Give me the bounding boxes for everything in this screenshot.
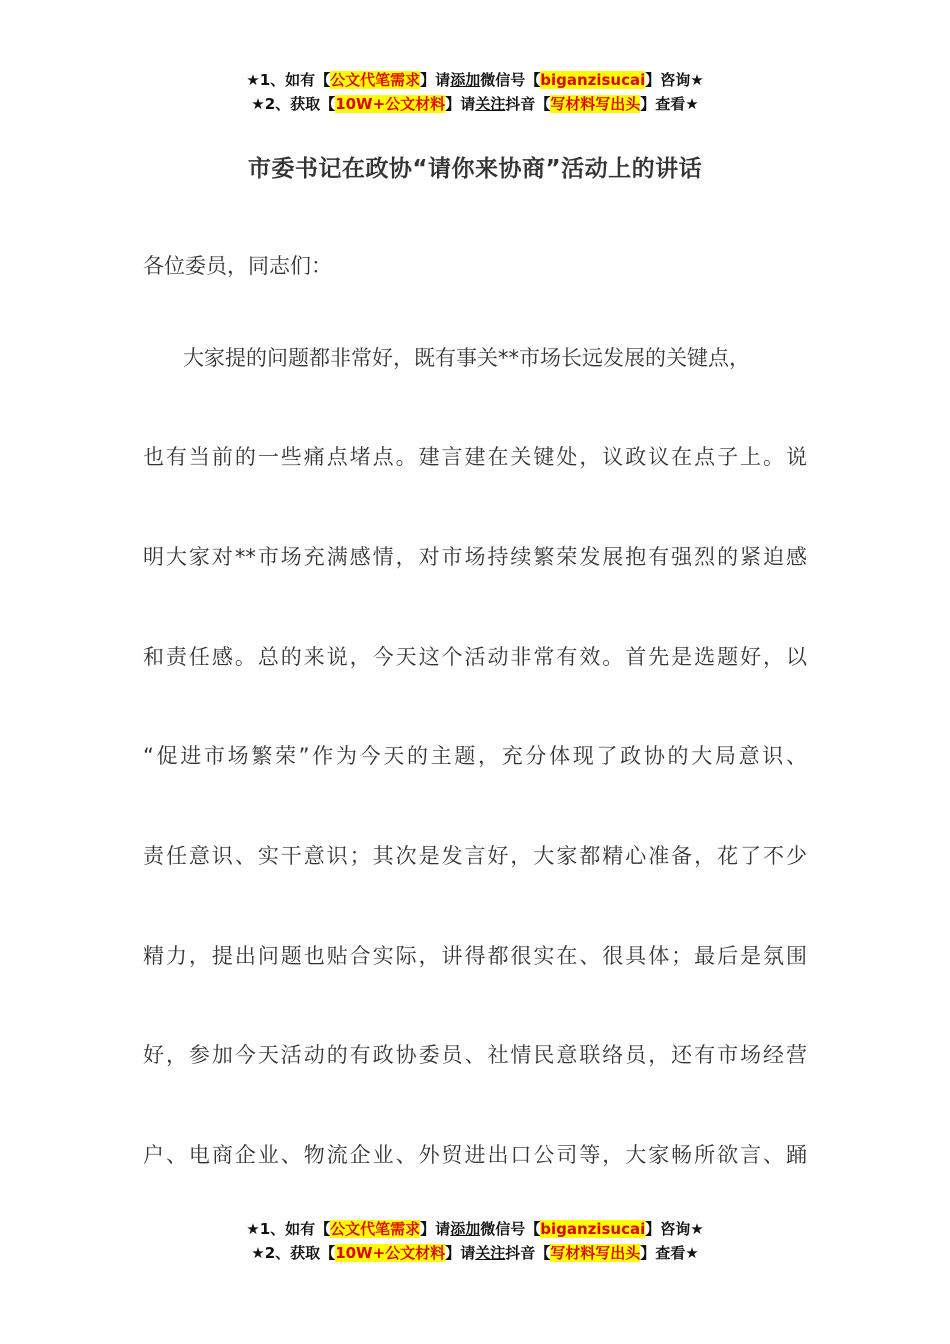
document-title: 市委书记在政协“请你来协商”活动上的讲话 <box>247 156 703 182</box>
banner-line-1 <box>0 1217 950 1241</box>
banner-highlight: biganzisucai <box>540 71 646 89</box>
banner-highlight: 10W+公文材料 <box>335 1244 446 1262</box>
banner-highlight: 写材料写出头 <box>550 1244 641 1262</box>
banner-text: 微信号【 <box>480 1220 541 1238</box>
banner-text: 抖音【 <box>505 1244 551 1262</box>
banner-text: 】请 <box>420 71 451 89</box>
banner-text: ★1、如有【 <box>246 1220 331 1238</box>
salutation: 各位委员，同志们： <box>143 254 332 278</box>
banner-text: ★2、获取【 <box>251 95 336 113</box>
body-line: “促进市场繁荣”作为今天的主题，充分体现了政协的大局意识、 <box>143 744 807 768</box>
banner-line-1 <box>0 68 950 92</box>
body-line: 也有当前的一些痛点堵点。建言建在关键处，议政议在点子上。说 <box>143 445 807 469</box>
banner-text: ★1、如有【 <box>246 71 331 89</box>
banner-text: 】请 <box>420 1220 451 1238</box>
banner-underline: 添加 <box>450 71 481 89</box>
body-line: 精力，提出问题也贴合实际，讲得都很实在、很具体；最后是氛围 <box>143 944 807 968</box>
banner-underline: 关注 <box>475 95 506 113</box>
banner-highlight: biganzisucai <box>540 1220 646 1238</box>
banner-text: 抖音【 <box>505 95 551 113</box>
banner-line-2 <box>0 92 950 116</box>
banner-underline: 添加 <box>450 1220 481 1238</box>
header-banner <box>0 68 950 116</box>
banner-text: 】查看★ <box>640 95 699 113</box>
body-line: 责任意识、实干意识；其次是发言好，大家都精心准备，花了不少 <box>143 844 807 868</box>
banner-highlight: 公文代笔需求 <box>330 1220 421 1238</box>
body-line: 户、电商企业、物流企业、外贸进出口公司等，大家畅所欲言、踊 <box>143 1143 807 1167</box>
banner-text: 】请 <box>445 1244 476 1262</box>
banner-line-2 <box>0 1241 950 1265</box>
footer-banner <box>0 1217 950 1265</box>
banner-text: 】咨询★ <box>645 71 704 89</box>
body-line: 大家提的问题都非常好，既有事关**市场长远发展的关键点， <box>183 346 750 370</box>
banner-highlight: 10W+公文材料 <box>335 95 446 113</box>
body-line: 和责任感。总的来说，今天这个活动非常有效。首先是选题好，以 <box>143 645 807 669</box>
banner-text: 】咨询★ <box>645 1220 704 1238</box>
banner-text: 】查看★ <box>640 1244 699 1262</box>
banner-text: 微信号【 <box>480 71 541 89</box>
banner-highlight: 写材料写出头 <box>550 95 641 113</box>
banner-underline: 关注 <box>475 1244 506 1262</box>
banner-highlight: 公文代笔需求 <box>330 71 421 89</box>
body-line: 明大家对**市场充满感情，对市场持续繁荣发展抱有强烈的紧迫感 <box>143 545 807 569</box>
banner-text: ★2、获取【 <box>251 1244 336 1262</box>
banner-text: 】请 <box>445 95 476 113</box>
body-line: 好，参加今天活动的有政协委员、社情民意联络员，还有市场经营 <box>143 1043 807 1067</box>
